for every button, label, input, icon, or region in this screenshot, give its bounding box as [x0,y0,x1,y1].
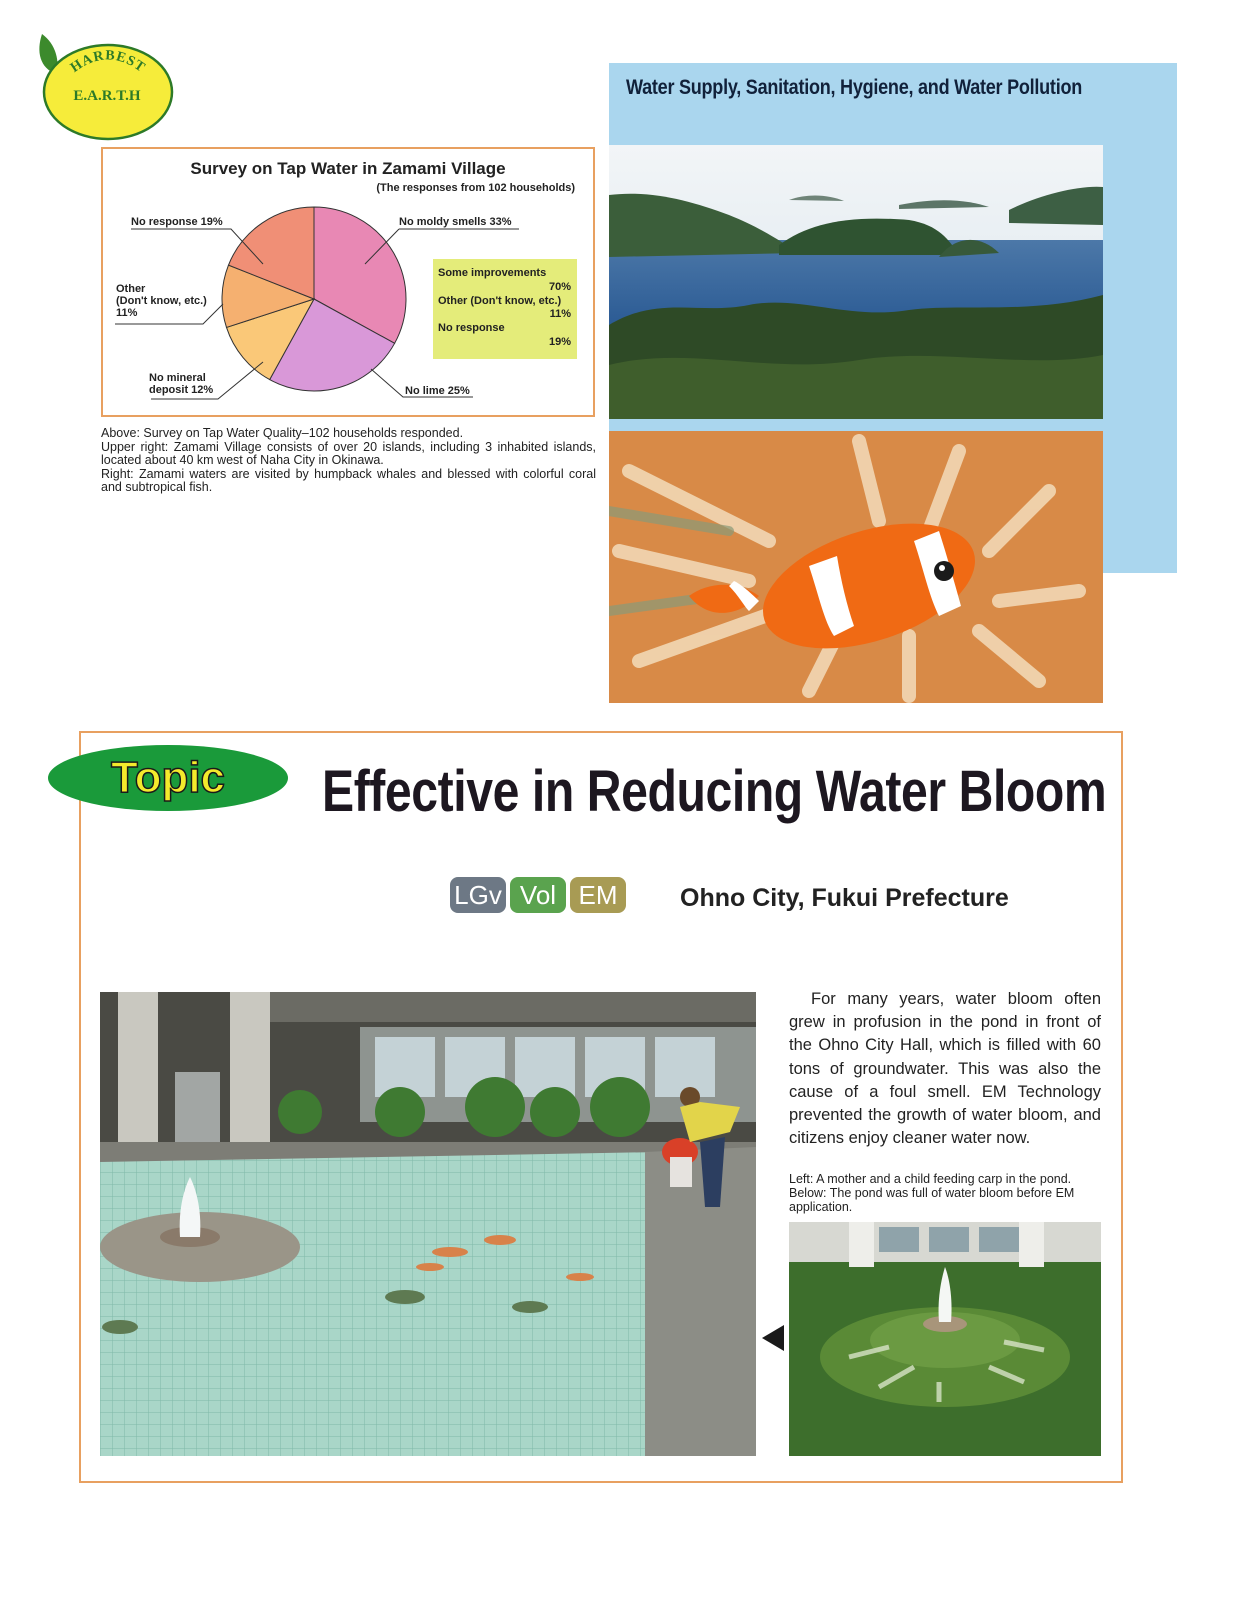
logo-bottom-text: E.A.R.T.H [73,88,141,104]
water-bloom-photo [789,1222,1101,1456]
chart-subtitle: (The responses from 102 households) [376,182,575,194]
caption-upper-right: Upper right: Zamami Village consists of over 20 islands, including 3 inhabited islands, located about 40 km west of Naha City in Okinawa. [101,439,596,467]
caption-below: Below: The pond was full of water bloom before EM application. [789,1185,1075,1214]
tag-em: EM [570,877,626,913]
legend-value-1: 11% [549,308,571,320]
caption-left: Left: A mother and a child feeding carp in the pond. [789,1172,1072,1186]
legend-label-1: Other (Don't know, etc.) [438,295,562,307]
topic-body-text: For many years, water bloom often grew in profusion in the pond in front of the Ohno City Hall, which is filled with 60 tons of groundwater. This was also the cause of a foul smell. EM Technology prevented the growth of water bloom, and citizens enjoy cleaner water now. [789,990,1101,1148]
panel-title: Water Supply, Sanitation, Hygiene, and Water Pollution [626,76,1083,99]
chart-legend [433,259,577,359]
tag-lgv: LGv [450,877,506,913]
label-other: Other (Don't know, etc.) 11% [116,283,207,319]
topic-badge-text: Topic [110,753,226,802]
logo-top-text: HARBEST [68,48,149,76]
clownfish-photo [609,431,1103,703]
label-no-mineral: No mineral deposit 12% [149,372,214,396]
harbest-earth-logo [34,32,174,144]
tag-vol: Vol [510,877,566,913]
legend-value-0: 70% [548,281,571,293]
chart-caption [101,427,596,495]
survey-chart-box [101,147,595,417]
photo-caption [789,1173,1101,1214]
label-no-response: No response 19% [131,216,223,228]
topic-title: Effective in Reducing Water Bloom [322,759,1107,824]
label-no-lime: No lime 25% [405,385,470,397]
pond-photo [100,992,756,1456]
label-no-moldy: No moldy smells 33% [399,216,512,228]
legend-label-2: No response [438,322,505,334]
topic-badge [47,744,290,812]
islands-photo [609,145,1103,419]
caption-above: Above: Survey on Tap Water Quality–102 households responded. [101,426,464,440]
chart-title: Survey on Tap Water in Zamami Village [190,159,506,178]
caption-right: Right: Zamami waters are visited by humpback whales and blessed with colorful coral and subtropical fish. [101,466,596,494]
legend-value-2: 19% [548,336,571,348]
location-title: Ohno City, Fukui Prefecture [680,884,1009,912]
legend-label-0: Some improvements [438,267,547,279]
left-arrow-icon [762,1325,784,1351]
